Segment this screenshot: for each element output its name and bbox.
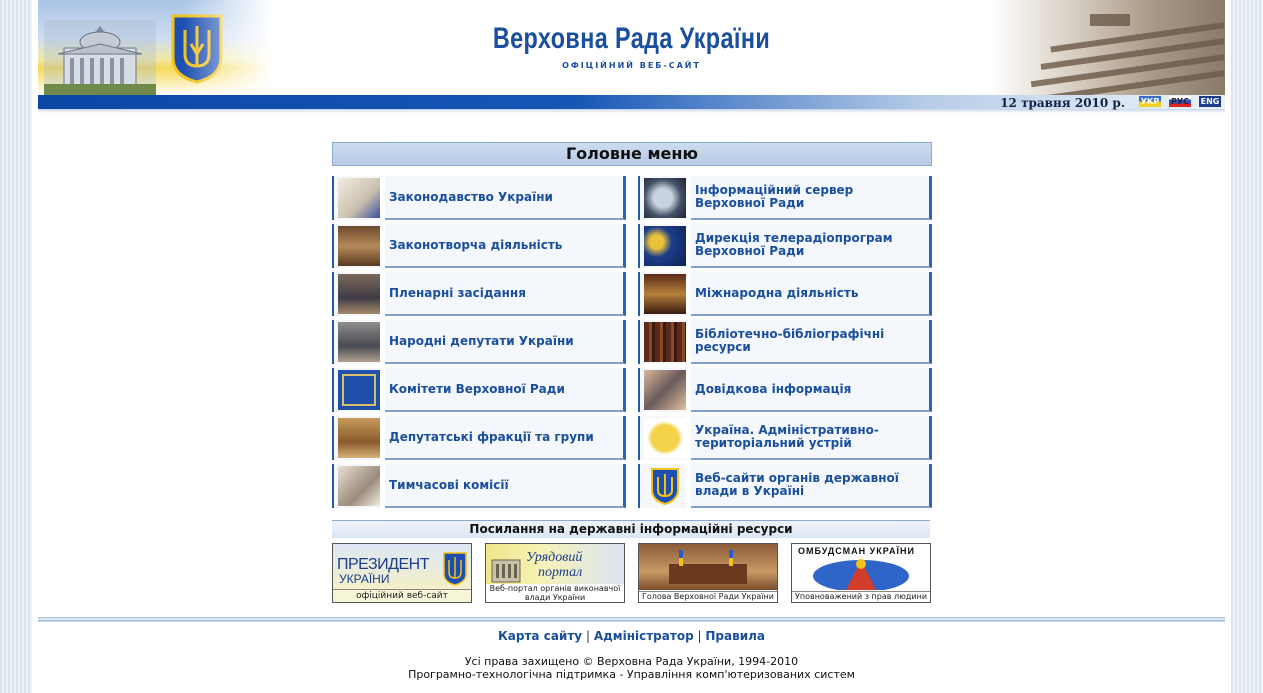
menu-item-reference[interactable] — [638, 368, 932, 412]
menu-item-label[interactable]: Веб-сайти органів державної влади в Україні — [691, 464, 932, 508]
menu-item-committees[interactable] — [332, 368, 626, 412]
menu-item-label[interactable]: Законодавство України — [385, 176, 626, 220]
president-banner-caption: офіційний веб-сайт — [333, 589, 471, 602]
trident-icon — [644, 466, 686, 506]
menu-item-label[interactable]: Міжнародна діяльність — [691, 272, 932, 316]
current-date: 12 травня 2010 р. — [1000, 96, 1125, 110]
menu-item-library[interactable] — [638, 320, 932, 364]
factions-icon — [332, 416, 380, 460]
main-menu-title: Головне меню — [332, 142, 932, 166]
menu-item-international[interactable] — [638, 272, 932, 316]
menu-item-deputies[interactable] — [332, 320, 626, 364]
commissions-icon — [332, 464, 380, 508]
map-icon — [638, 416, 686, 460]
site-subtitle: ОФІЦІЙНИЙ ВЕБ-САЙТ — [562, 61, 701, 70]
ombudsman-caption: Уповноважений з прав людини — [792, 591, 930, 602]
menu-item-lawmaking[interactable] — [332, 224, 626, 268]
reference-icon — [638, 368, 686, 412]
menu-item-label[interactable]: Інформаційний сервер Верховної Ради — [691, 176, 932, 220]
ombudsman-banner-link[interactable] — [791, 543, 931, 603]
government-portal-subtitle: портал — [538, 565, 583, 580]
session-hall-icon — [1030, 8, 1225, 95]
footer-separator: | — [697, 629, 702, 643]
menu-item-temp-commissions[interactable] — [332, 464, 626, 508]
sitemap-link[interactable]: Карта сайту — [497, 629, 583, 643]
government-building-icon — [490, 552, 522, 584]
administrator-link[interactable]: Адміністратор — [593, 629, 694, 643]
page-container — [32, 0, 1231, 693]
menu-item-tv-directorate[interactable] — [638, 224, 932, 268]
menu-item-label[interactable]: Україна. Адміністративно-територіальний устрій — [691, 416, 932, 460]
deputies-icon — [332, 320, 380, 364]
support-text: Програмно-технологічна підтримка - Управління комп'ютеризованих систем — [408, 668, 855, 681]
rada-chairman-banner-image — [639, 544, 777, 590]
menu-item-label[interactable]: Дирекція телерадіопрограм Верховної Ради — [691, 224, 932, 268]
right-background-stripe — [1231, 0, 1263, 693]
rada-chairman-caption: Голова Верховної Ради України — [639, 591, 777, 602]
government-portal-caption: Веб-портал органів виконавчої влади України — [486, 584, 624, 602]
menu-item-factions[interactable] — [332, 416, 626, 460]
trident-icon — [638, 464, 686, 508]
session-hall-icon — [332, 224, 380, 268]
menu-item-label[interactable]: Законотворча діяльність — [385, 224, 626, 268]
footer-links — [32, 629, 1231, 643]
presidium-icon — [639, 544, 777, 590]
menu-item-label[interactable]: Бібліотечно-бібліографічні ресурси — [691, 320, 932, 364]
menu-item-legislation[interactable] — [332, 176, 626, 220]
copyright-text: Усі права захищено © Верховна Рада України, 1994-2010 — [464, 655, 799, 668]
left-background-stripe — [0, 0, 32, 693]
president-banner-link[interactable] — [332, 543, 472, 603]
menu-item-label[interactable]: Народні депутати України — [385, 320, 626, 364]
menu-item-info-server[interactable] — [638, 176, 932, 220]
ombudsman-banner-title: ОМБУДСМАН УКРАЇНИ — [798, 546, 915, 556]
language-ukr-button[interactable]: УКР — [1140, 97, 1160, 106]
committees-icon — [332, 368, 380, 412]
menu-item-territorial[interactable] — [638, 416, 932, 460]
session-hall-banner — [990, 0, 1225, 95]
language-rus-button[interactable]: РУС — [1169, 96, 1191, 107]
rada-chairman-banner-link[interactable] — [638, 543, 778, 603]
library-icon — [638, 320, 686, 364]
president-banner-subtitle: УКРАЇНИ — [339, 572, 390, 586]
site-header — [38, 0, 1225, 95]
documents-icon — [332, 176, 380, 220]
language-eng-button[interactable]: ENG — [1200, 97, 1220, 106]
president-banner-title: ПРЕЗИДЕНТ — [337, 556, 429, 573]
government-portal-banner-image — [486, 544, 624, 586]
menu-item-plenary[interactable] — [332, 272, 626, 316]
server-icon — [638, 176, 686, 220]
menu-item-label[interactable]: Довідкова інформація — [691, 368, 932, 412]
menu-item-label[interactable]: Депутатські фракції та групи — [385, 416, 626, 460]
ombudsman-banner-image — [792, 544, 930, 590]
footer-separator: | — [585, 629, 590, 643]
menu-item-label[interactable]: Тимчасові комісії — [385, 464, 626, 508]
plenary-icon — [332, 272, 380, 316]
tv-rada-icon — [638, 224, 686, 268]
menu-item-label[interactable]: Комітети Верховної Ради — [385, 368, 626, 412]
ombudsman-emblem-icon — [806, 554, 916, 590]
footer-divider — [38, 617, 1225, 622]
government-portal-banner-link[interactable] — [485, 543, 625, 603]
state-resources-title: Посилання на державні інформаційні ресурси — [332, 520, 930, 538]
government-portal-title: Урядовий — [526, 550, 583, 565]
rules-link[interactable]: Правила — [705, 629, 765, 643]
site-title: Верховна Рада України — [492, 22, 771, 55]
president-banner-image — [333, 544, 471, 590]
menu-item-gov-websites[interactable] — [638, 464, 932, 508]
trident-icon — [443, 552, 467, 586]
menu-item-label[interactable]: Пленарні засідання — [385, 272, 626, 316]
international-icon — [638, 272, 686, 316]
parliament-building-icon — [44, 20, 156, 95]
